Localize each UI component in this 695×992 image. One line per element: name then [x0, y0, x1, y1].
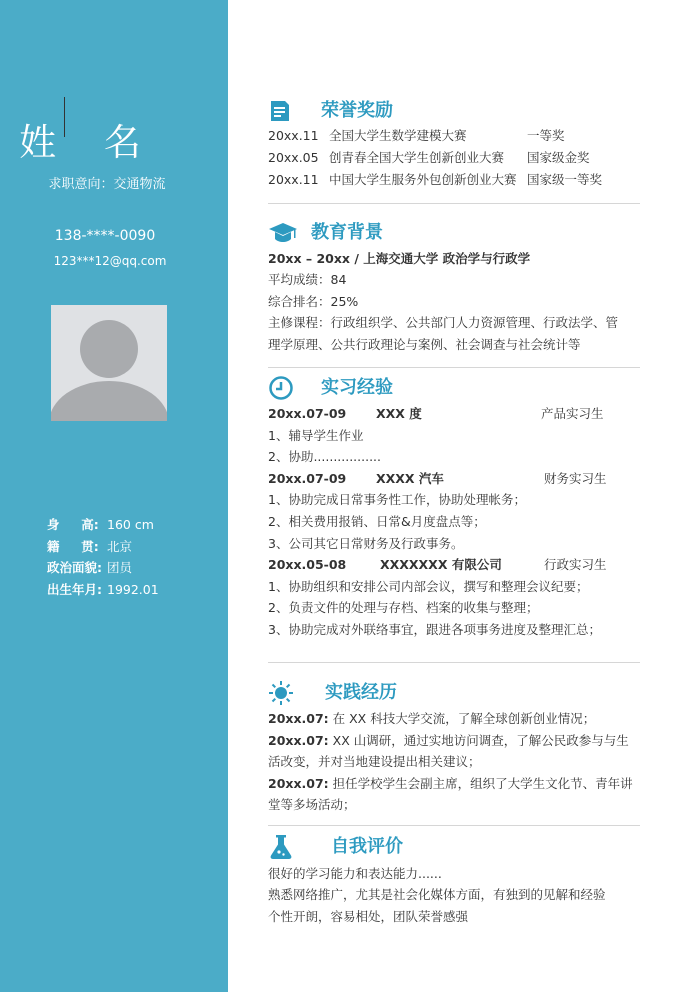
section-education-header: [268, 220, 642, 250]
practice-item: 20xx.07: 担任学校学生会副主席，组织了大学生文化节、青年讲: [268, 776, 633, 791]
divider: [268, 367, 640, 368]
job-intent: 求职意向：交通物流: [48, 177, 166, 192]
personal-info: [47, 514, 159, 601]
section-self-eval-header: [268, 834, 642, 864]
clock-icon: [268, 375, 294, 401]
self-eval-line: 熟悉网络推广，尤其是社会化媒体方面，有独到的见解和经验: [268, 887, 606, 902]
main-content: [268, 0, 642, 992]
job-duty: 2、负责文件的处理与存档、档案的收集与整理；: [268, 600, 539, 615]
info-row: 出生年月: 1992.01: [47, 582, 159, 598]
job-header: 20xx.05-08 XXXXXXX 有限公司 行政实习生: [268, 557, 607, 572]
practice-item: 20xx.07: 在 XX 科技大学交流，了解全球创新创业情况；: [268, 711, 596, 726]
education-gpa: 平均成绩：84: [268, 272, 347, 287]
divider: [268, 203, 640, 204]
section-title: 自我评价: [331, 836, 403, 857]
job-duty: 3、协助完成对外联络事宜，跟进各项事务进度及整理汇总；: [268, 622, 601, 637]
sun-icon: [268, 680, 294, 706]
divider: [268, 662, 640, 663]
graduation-cap-icon: [268, 220, 298, 246]
section-practice-header: [268, 680, 642, 710]
avatar-placeholder-icon: [51, 305, 167, 421]
job-duty: 1、协助组织和安排公司内部会议，撰写和整理会议纪要；: [268, 579, 589, 594]
phone-number: 138-****-0090: [54, 228, 156, 244]
job-duty: 2、相关费用报销、日常&月度盘点等；: [268, 514, 486, 529]
divider: [268, 825, 640, 826]
section-title: 实习经验: [321, 377, 393, 398]
education-header: 20xx – 20xx / 上海交通大学 政治学与行政学: [268, 251, 531, 266]
honor-row: 20xx.11 中国大学生服务外包创新创业大赛 国家级一等奖: [268, 172, 603, 187]
document-icon: [268, 98, 294, 124]
job-duty: 2、协助.................: [268, 449, 382, 464]
section-title: 荣誉奖励: [321, 100, 393, 121]
job-duty: 1、辅导学生作业: [268, 428, 364, 443]
self-eval-line: 很好的学习能力和表达能力......: [268, 866, 442, 881]
honor-row: 20xx.05 创青春全国大学生创新创业大赛 国家级金奖: [268, 150, 590, 165]
honor-row: 20xx.11 全国大学生数学建模大赛 一等奖: [268, 128, 565, 143]
info-row: 政治面貌: 团员: [47, 560, 133, 576]
job-duty: 3、公司其它日常财务及行政事务。: [268, 536, 464, 551]
job-header: 20xx.07-09 XXX 度 产品实习生: [268, 406, 604, 421]
practice-item: 20xx.07: XX 山调研，通过实地访问调查，了解公民政参与与生: [268, 733, 629, 748]
email-address: 123***12@qq.com: [53, 254, 167, 268]
sidebar: [0, 0, 228, 992]
section-title: 实践经历: [325, 682, 397, 703]
section-honors-header: [268, 98, 642, 128]
info-row: 身 高: 160 cm: [47, 517, 154, 532]
flask-icon: [268, 834, 294, 860]
job-header: 20xx.07-09 XXXX 汽车 财务实习生: [268, 471, 607, 486]
profile-name: 姓 名: [19, 121, 159, 164]
education-rank: 综合排名：25%: [268, 294, 359, 309]
education-courses: 主修课程：行政组织学、公共部门人力资源管理、行政法学、管: [268, 315, 619, 330]
practice-item: 活改变，并对当地建设提出相关建议；: [268, 754, 481, 769]
self-eval-line: 个性开朗，容易相处，团队荣誉感强: [268, 909, 469, 924]
section-internship-header: [268, 375, 642, 405]
info-row: 籍 贯: 北京: [47, 538, 133, 554]
job-duty: 1、协助完成日常事务性工作，协助处理帐务；: [268, 492, 526, 507]
section-title: 教育背景: [311, 222, 383, 243]
education-courses: 理学原理、公共行政理论与案例、社会调查与社会统计等: [268, 337, 581, 352]
practice-item: 堂等多场活动；: [268, 797, 356, 812]
